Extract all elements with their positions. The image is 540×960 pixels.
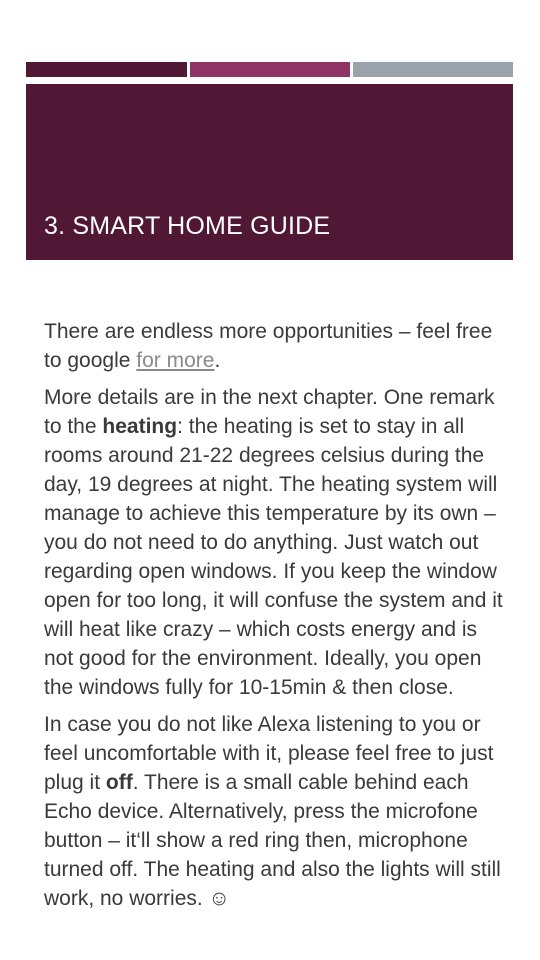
accent-stripe-magenta [190,62,350,77]
paragraph-text-end: . [214,349,221,372]
accent-stripes [26,62,513,77]
paragraph-text: There are endless more opportunities – feel free to google [44,320,493,372]
paragraph-text-end: : the heating is set to stay in all rooms around 21-22 degrees celsius during the day, 19 degrees at night. The heating system will manage to achieve this temperature by its own – you do not need to do anything. Just watch out regarding open windows. If you keep the window open for too long, it will confuse the system and it will heat like crazy – which costs energy and is not good for the environment. Ideally, you open the windows fully for 10-15min & then close. [44,415,503,699]
paragraph-text: More details are in the next chapter. One remark to the [44,386,495,438]
off-emphasis: off [105,771,133,794]
body-text [44,317,504,921]
paragraph-opportunities [44,317,504,375]
paragraph-alexa [44,710,504,913]
for-more-link[interactable]: for more [136,349,215,372]
accent-stripe-gray [353,62,513,77]
title-banner [26,84,513,260]
accent-stripe-dark [26,62,187,77]
paragraph-text-end: . There is a small cable behind each Echo device. Alternatively, press the microfone button – it‘ll show a red ring then, microphone turned off. The heating and also the lights will still work, no worries. ☺ [44,771,501,910]
heating-emphasis: heating [102,415,178,438]
paragraph-heating [44,383,504,702]
slide-title: 3. SMART HOME GUIDE [44,212,331,240]
paragraph-text: In case you do not like Alexa listening to you or feel uncomfortable with it, please feel free to just plug it [44,713,494,794]
